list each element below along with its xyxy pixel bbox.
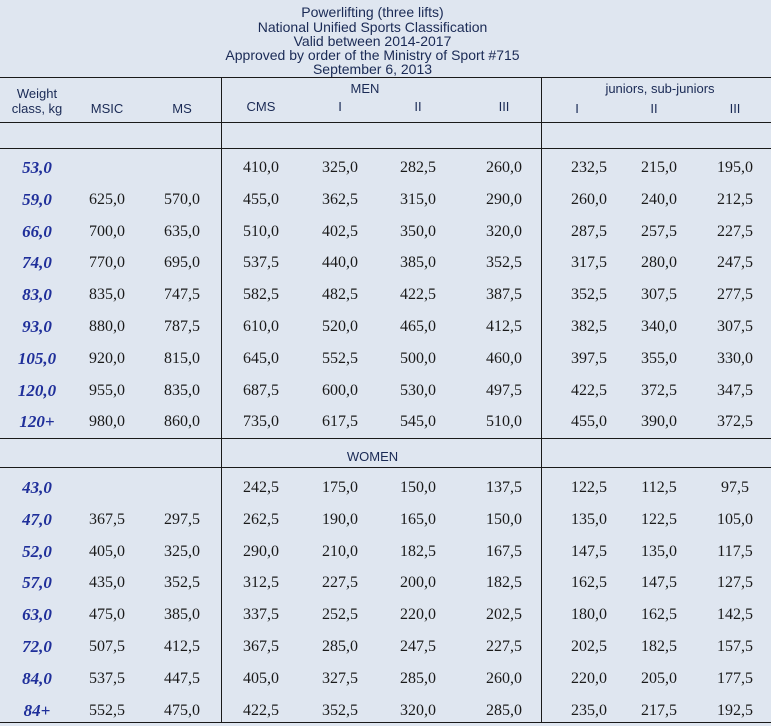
standard-cell-junior-iii: 277,5 <box>717 286 753 304</box>
weight-class-cell: 84+ <box>23 700 51 720</box>
standard-cell-junior-i: 202,5 <box>571 638 607 655</box>
standard-cell-junior-ii: 122,5 <box>641 510 677 528</box>
standard-cell-junior-ii: 215,0 <box>641 159 677 176</box>
standard-cell-junior-ii: 112,5 <box>641 479 677 496</box>
standard-cell-junior-i: 147,5 <box>571 542 607 560</box>
standard-cell-ii: 385,0 <box>400 254 436 272</box>
weight-class-cell: 63,0 <box>22 605 52 625</box>
standard-cell-i: 402,5 <box>322 222 358 240</box>
standard-cell-msic: 405,0 <box>89 542 125 560</box>
header-junior-i: I <box>575 101 579 116</box>
weight-class-cell: 43,0 <box>22 478 52 497</box>
standard-cell-msic: 835,0 <box>89 286 125 304</box>
standard-cell-i: 227,5 <box>322 574 358 592</box>
standard-cell-junior-i: 180,0 <box>571 606 607 624</box>
standard-cell-msic: 537,5 <box>89 669 125 687</box>
standard-cell-cms: 337,5 <box>243 606 279 624</box>
header-junior-iii: III <box>729 101 741 116</box>
standard-cell-ms: 747,5 <box>164 286 200 304</box>
standard-cell-msic: 880,0 <box>89 318 125 335</box>
standard-cell-junior-ii: 205,0 <box>641 669 677 687</box>
standard-cell-iii: 460,0 <box>486 349 522 367</box>
standard-cell-ii: 320,0 <box>400 701 436 719</box>
weight-class-cell: 52,0 <box>22 541 52 561</box>
standard-cell-msic: 700,0 <box>89 222 125 240</box>
header-bottom-rule <box>0 122 771 123</box>
header-rank-i: I <box>338 99 342 114</box>
standard-cell-iii: 137,5 <box>486 479 522 496</box>
men-body-top-rule <box>0 148 771 149</box>
standard-cell-cms: 645,0 <box>243 349 279 367</box>
title-line-2: National Unified Sports Classification <box>257 19 488 35</box>
header-rank-iii: III <box>498 99 510 114</box>
standard-cell-msic: 920,0 <box>89 349 125 367</box>
weight-class-cell: 72,0 <box>22 637 52 656</box>
standard-cell-cms: 410,0 <box>243 159 279 176</box>
standard-cell-junior-ii: 390,0 <box>641 413 677 431</box>
header-top-rule <box>0 77 771 78</box>
standard-cell-iii: 510,0 <box>486 413 522 431</box>
header-juniors: juniors, sub-juniors <box>605 81 715 96</box>
standard-cell-iii: 387,5 <box>486 286 522 304</box>
column-divider-adult-junior <box>541 78 542 722</box>
weight-class-cell: 53,0 <box>22 158 52 177</box>
standard-cell-junior-i: 220,0 <box>571 669 607 687</box>
standard-cell-ms: 325,0 <box>164 542 200 560</box>
standard-cell-i: 285,0 <box>322 638 358 655</box>
standard-cell-junior-iii: 177,5 <box>717 669 753 687</box>
standard-cell-junior-ii: 340,0 <box>641 318 677 335</box>
standard-cell-ms: 635,0 <box>164 222 200 240</box>
standard-cell-iii: 320,0 <box>486 222 522 240</box>
standard-cell-junior-i: 352,5 <box>571 286 607 304</box>
header-rank-ii: II <box>414 99 422 114</box>
standard-cell-iii: 260,0 <box>486 159 522 176</box>
standard-cell-ii: 422,5 <box>400 286 436 304</box>
standard-cell-ms: 352,5 <box>164 574 200 592</box>
standard-cell-ms: 695,0 <box>164 254 200 272</box>
standard-cell-junior-ii: 280,0 <box>641 254 677 272</box>
standard-cell-junior-ii: 240,0 <box>641 190 677 208</box>
standard-cell-ii: 285,0 <box>400 669 436 687</box>
title-line-1: Powerlifting (three lifts) <box>301 4 444 20</box>
weight-class-cell: 93,0 <box>22 317 52 336</box>
weight-class-cell: 120,0 <box>17 380 57 400</box>
standard-cell-junior-ii: 307,5 <box>641 286 677 304</box>
standard-cell-msic: 435,0 <box>89 574 125 592</box>
standard-cell-iii: 202,5 <box>486 606 522 624</box>
standard-cell-iii: 167,5 <box>486 542 522 560</box>
weight-class-cell: 59,0 <box>22 189 52 209</box>
standard-cell-junior-iii: 105,0 <box>717 510 753 528</box>
standard-cell-junior-iii: 142,5 <box>717 606 753 624</box>
standard-cell-junior-iii: 97,5 <box>721 479 749 496</box>
standard-cell-junior-iii: 307,5 <box>717 318 753 335</box>
header-men: MEN <box>350 81 380 96</box>
standard-cell-junior-iii: 247,5 <box>717 254 753 272</box>
men-body-bottom-rule <box>0 438 771 439</box>
standard-cell-cms: 290,0 <box>243 542 279 560</box>
standard-cell-iii: 227,5 <box>486 638 522 655</box>
standard-cell-junior-i: 317,5 <box>571 254 607 272</box>
standard-cell-i: 552,5 <box>322 349 358 367</box>
standard-cell-junior-i: 382,5 <box>571 318 607 335</box>
standard-cell-cms: 687,5 <box>243 381 279 399</box>
standard-cell-junior-i: 235,0 <box>571 701 607 719</box>
standard-cell-i: 520,0 <box>322 318 358 335</box>
standard-cell-ii: 247,5 <box>400 638 436 655</box>
standard-cell-msic: 770,0 <box>89 254 125 272</box>
standard-cell-msic: 955,0 <box>89 381 125 399</box>
standard-cell-ms: 297,5 <box>164 510 200 528</box>
standard-cell-junior-ii: 372,5 <box>641 381 677 399</box>
standard-cell-junior-iii: 157,5 <box>717 638 753 655</box>
standard-cell-junior-i: 122,5 <box>571 479 607 496</box>
standard-cell-cms: 610,0 <box>243 318 279 335</box>
header-weight-line1: Weight <box>16 86 58 101</box>
standard-cell-junior-ii: 217,5 <box>641 701 677 719</box>
column-divider-ms-cms <box>221 78 222 722</box>
standard-cell-i: 325,0 <box>322 159 358 176</box>
standard-cell-cms: 262,5 <box>243 510 279 528</box>
standard-cell-ms: 447,5 <box>164 669 200 687</box>
header-ms: MS <box>172 101 192 116</box>
standard-cell-ii: 200,0 <box>400 574 436 592</box>
women-body-top-rule <box>0 467 771 468</box>
standard-cell-junior-iii: 212,5 <box>717 190 753 208</box>
standard-cell-junior-iii: 195,0 <box>717 159 753 176</box>
standard-cell-cms: 242,5 <box>243 479 279 496</box>
standard-cell-ii: 545,0 <box>400 413 436 431</box>
standard-cell-junior-ii: 182,5 <box>641 638 677 655</box>
standard-cell-ii: 530,0 <box>400 381 436 399</box>
standard-cell-junior-iii: 372,5 <box>717 413 753 431</box>
standard-cell-cms: 422,5 <box>243 701 279 719</box>
weight-class-cell: 57,0 <box>22 573 52 593</box>
standard-cell-msic: 475,0 <box>89 606 125 624</box>
weight-class-cell: 120+ <box>19 412 55 432</box>
standard-cell-junior-i: 260,0 <box>571 190 607 208</box>
standard-cell-ms: 787,5 <box>164 318 200 335</box>
standard-cell-junior-iii: 330,0 <box>717 349 753 367</box>
standard-cell-ii: 165,0 <box>400 510 436 528</box>
standard-cell-ii: 182,5 <box>400 542 436 560</box>
standard-cell-msic: 367,5 <box>89 510 125 528</box>
standard-cell-i: 352,5 <box>322 701 358 719</box>
standard-cell-junior-i: 135,0 <box>571 510 607 528</box>
standard-cell-junior-ii: 257,5 <box>641 222 677 240</box>
standard-cell-i: 175,0 <box>322 479 358 496</box>
standard-cell-ii: 500,0 <box>400 349 436 367</box>
title-line-4: Approved by order of the Ministry of Sport #715 <box>225 47 520 63</box>
standard-cell-cms: 735,0 <box>243 413 279 431</box>
standard-cell-iii: 260,0 <box>486 669 522 687</box>
standard-cell-cms: 312,5 <box>243 574 279 592</box>
standard-cell-junior-iii: 127,5 <box>717 574 753 592</box>
standard-cell-msic: 980,0 <box>89 413 125 431</box>
weight-class-cell: 47,0 <box>22 509 52 529</box>
standard-cell-ii: 220,0 <box>400 606 436 624</box>
standard-cell-ms: 412,5 <box>164 638 200 655</box>
standard-cell-ms: 385,0 <box>164 606 200 624</box>
standard-cell-i: 327,5 <box>322 669 358 687</box>
standard-cell-iii: 182,5 <box>486 574 522 592</box>
weight-class-cell: 74,0 <box>22 253 52 273</box>
standard-cell-i: 190,0 <box>322 510 358 528</box>
weight-class-cell: 83,0 <box>22 285 52 305</box>
standard-cell-ms: 475,0 <box>164 701 200 719</box>
standard-cell-iii: 352,5 <box>486 254 522 272</box>
standard-cell-ms: 815,0 <box>164 349 200 367</box>
standard-cell-iii: 412,5 <box>486 318 522 335</box>
standard-cell-junior-ii: 147,5 <box>641 574 677 592</box>
standard-cell-ms: 570,0 <box>164 190 200 208</box>
standard-cell-ii: 350,0 <box>400 222 436 240</box>
weight-class-cell: 66,0 <box>22 221 52 241</box>
standard-cell-cms: 537,5 <box>243 254 279 272</box>
standard-cell-i: 210,0 <box>322 542 358 560</box>
standard-cell-junior-i: 287,5 <box>571 222 607 240</box>
standard-cell-junior-i: 455,0 <box>571 413 607 431</box>
standard-cell-junior-iii: 347,5 <box>717 381 753 399</box>
standard-cell-junior-iii: 117,5 <box>717 542 753 560</box>
standard-cell-junior-ii: 135,0 <box>641 542 677 560</box>
standard-cell-junior-ii: 355,0 <box>641 349 677 367</box>
standard-cell-i: 440,0 <box>322 254 358 272</box>
header-msic: MSIC <box>90 101 124 116</box>
standard-cell-junior-i: 232,5 <box>571 159 607 176</box>
standard-cell-ii: 465,0 <box>400 318 436 335</box>
weight-class-cell: 84,0 <box>22 668 52 688</box>
standard-cell-msic: 552,5 <box>89 701 125 719</box>
title-line-3: Valid between 2014-2017 <box>293 33 452 49</box>
standard-cell-junior-ii: 162,5 <box>641 606 677 624</box>
standard-cell-ms: 835,0 <box>164 381 200 399</box>
standard-cell-cms: 582,5 <box>243 286 279 304</box>
standard-cell-iii: 497,5 <box>486 381 522 399</box>
standard-cell-i: 252,5 <box>322 606 358 624</box>
standard-cell-ms: 860,0 <box>164 413 200 431</box>
header-weight-line2: class, kg <box>11 101 63 116</box>
standard-cell-msic: 625,0 <box>89 190 125 208</box>
standard-cell-iii: 285,0 <box>486 701 522 719</box>
table-bottom-rule <box>0 722 771 723</box>
standard-cell-junior-iii: 227,5 <box>717 222 753 240</box>
standard-cell-ii: 282,5 <box>400 159 436 176</box>
weight-class-cell: 105,0 <box>17 348 57 368</box>
standard-cell-ii: 315,0 <box>400 190 436 208</box>
section-women-label: WOMEN <box>346 449 399 464</box>
standard-cell-junior-i: 397,5 <box>571 349 607 367</box>
standard-cell-junior-i: 422,5 <box>571 381 607 399</box>
standard-cell-i: 600,0 <box>322 381 358 399</box>
standard-cell-cms: 455,0 <box>243 190 279 208</box>
standard-cell-junior-i: 162,5 <box>571 574 607 592</box>
header-junior-ii: II <box>650 101 658 116</box>
standard-cell-iii: 290,0 <box>486 190 522 208</box>
standard-cell-cms: 405,0 <box>243 669 279 687</box>
standard-cell-i: 482,5 <box>322 286 358 304</box>
standard-cell-ii: 150,0 <box>400 479 436 496</box>
standard-cell-cms: 510,0 <box>243 222 279 240</box>
standard-cell-iii: 150,0 <box>486 510 522 528</box>
standard-cell-msic: 507,5 <box>89 638 125 655</box>
standard-cell-i: 617,5 <box>322 413 358 431</box>
standard-cell-cms: 367,5 <box>243 638 279 655</box>
standard-cell-junior-iii: 192,5 <box>717 701 753 719</box>
title-line-5: September 6, 2013 <box>312 61 433 77</box>
header-cms: CMS <box>246 99 276 114</box>
standard-cell-i: 362,5 <box>322 190 358 208</box>
